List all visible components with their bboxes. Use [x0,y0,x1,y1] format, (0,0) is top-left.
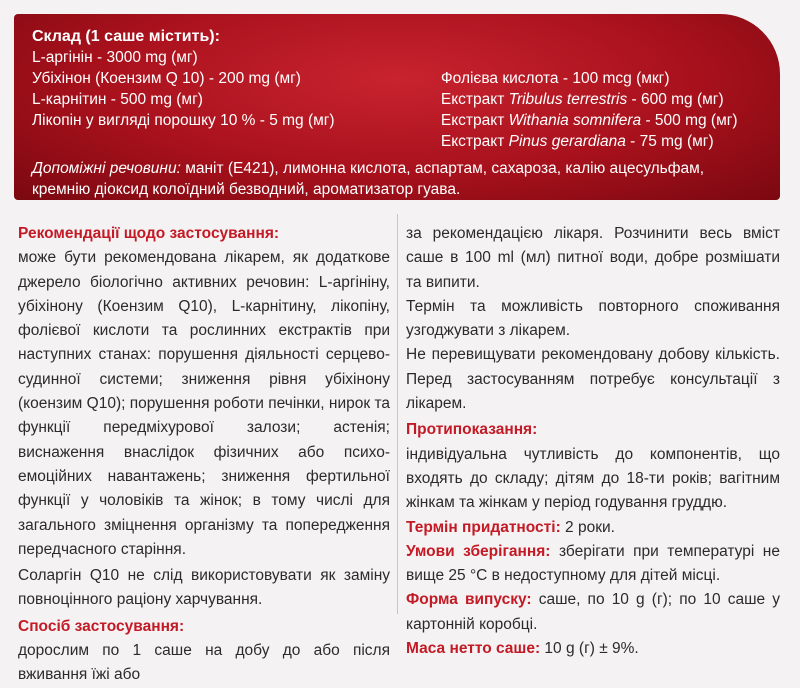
right-column [406,222,780,661]
ingredient-line: Екстракт Pinus gerardiana - 75 mg (мг) [440,133,714,150]
usage-text-start: дорослим по 1 саше на добу до або після вживання їжі або [18,642,390,684]
ingredient-line: L-аргінін - 3000 mg (мг) [32,49,198,66]
shelf-life [406,516,780,540]
storage [406,540,780,589]
column-divider [397,214,398,614]
shelf-life-value: 2 роки. [560,518,615,536]
excipients-label: Допоміжні речовини: [32,160,181,177]
excipients [32,158,766,200]
composition-left [32,47,441,152]
release-form-label: Форма випуску: [406,591,532,609]
shelf-life-label: Термін придатності: [406,518,561,536]
release-form-value: саше, по 10 g (г); по 10 саше у картонній коробці. [406,591,780,633]
usage-warning: Не перевищувати рекомендовану добову кількість. Перед застосуванням потребує консультації з лікарем. [406,346,780,413]
usage-term: Термін та можливість повторного споживання узгоджувати з лікарем. [406,297,780,340]
ingredient-line: Убіхінон (Коензим Q 10) - 200 mg (мг) [32,70,301,87]
release-form [406,588,780,637]
excipients-text: маніт (Е421), лимонна кислота, аспартам, сахароза, калію ацесульфам, кремнію діоксид колоїдний безводний, ароматизатор гуава. [32,160,705,198]
contraindications-heading: Протипоказання: [406,421,538,439]
composition-right [441,47,766,152]
ingredient-line: Екстракт Withania somnifera - 500 mg (мг) [440,112,738,129]
ingredient-line: Фолієва кислота - 100 mcg (мкг) [440,70,670,87]
ingredient-line: L-карнітин - 500 mg (мг) [32,91,203,108]
composition-columns [32,47,766,152]
ingredient-line: Екстракт Tribulus terrestris - 600 mg (мг) [440,91,724,108]
usage-text-continued: за рекомендацією лікаря. Розчинити весь вміст саше в 100 ml (мл) питної води, добре розмішати та випити. [406,225,780,291]
contraindications-text: індивідуальна чутливість до компонентів, що входять до складу; дітям до 18-ти років; вагітним жінкам та жінкам у період годування груддю. [406,445,780,512]
recommendations-note: Соларгін Q10 не слід використовувати як заміну повноцінного раціону харчування. [18,567,390,609]
net-weight-value: 10 g (г) ± 9%. [540,640,639,658]
storage-value: зберігати при температурі не вище 25 °С в недоступному для дітей місці. [406,542,780,585]
usage-heading: Спосіб застосування: [18,617,185,635]
net-weight-label: Маса нетто саше: [406,640,541,658]
ingredient-line: Лікопін у вигляді порошку 10 % - 5 mg (мг) [32,112,335,129]
left-column [18,222,390,688]
composition-title: Склад (1 саше містить): [32,28,220,45]
net-weight [406,637,780,661]
recommendations-heading: Рекомендації щодо застосування: [18,225,280,242]
recommendations-text: може бути рекомендована лікарем, як додаткове джерело біологічно активних речовин: L-аргініну, убіхінону (Коензим Q10), L-карнітину, лікопіну, фолієвої кислоти та рослинних екстрактів при наступних станах: порушення діяльності серцево-судинної системи; зниження рівня убіхінону (коензим Q10); порушення роботи печінки, нирок та функції передміхурової залози; астенія; виснаження внаслідок фізичних або психо-емоційних навантажень; зниження фертильної функції у чоловіків та жінок; в тому числі для загального зміцнення організму та попередження передчасного старіння. [18,249,390,558]
storage-label: Умови зберігання: [406,542,551,560]
composition-panel [14,14,780,200]
